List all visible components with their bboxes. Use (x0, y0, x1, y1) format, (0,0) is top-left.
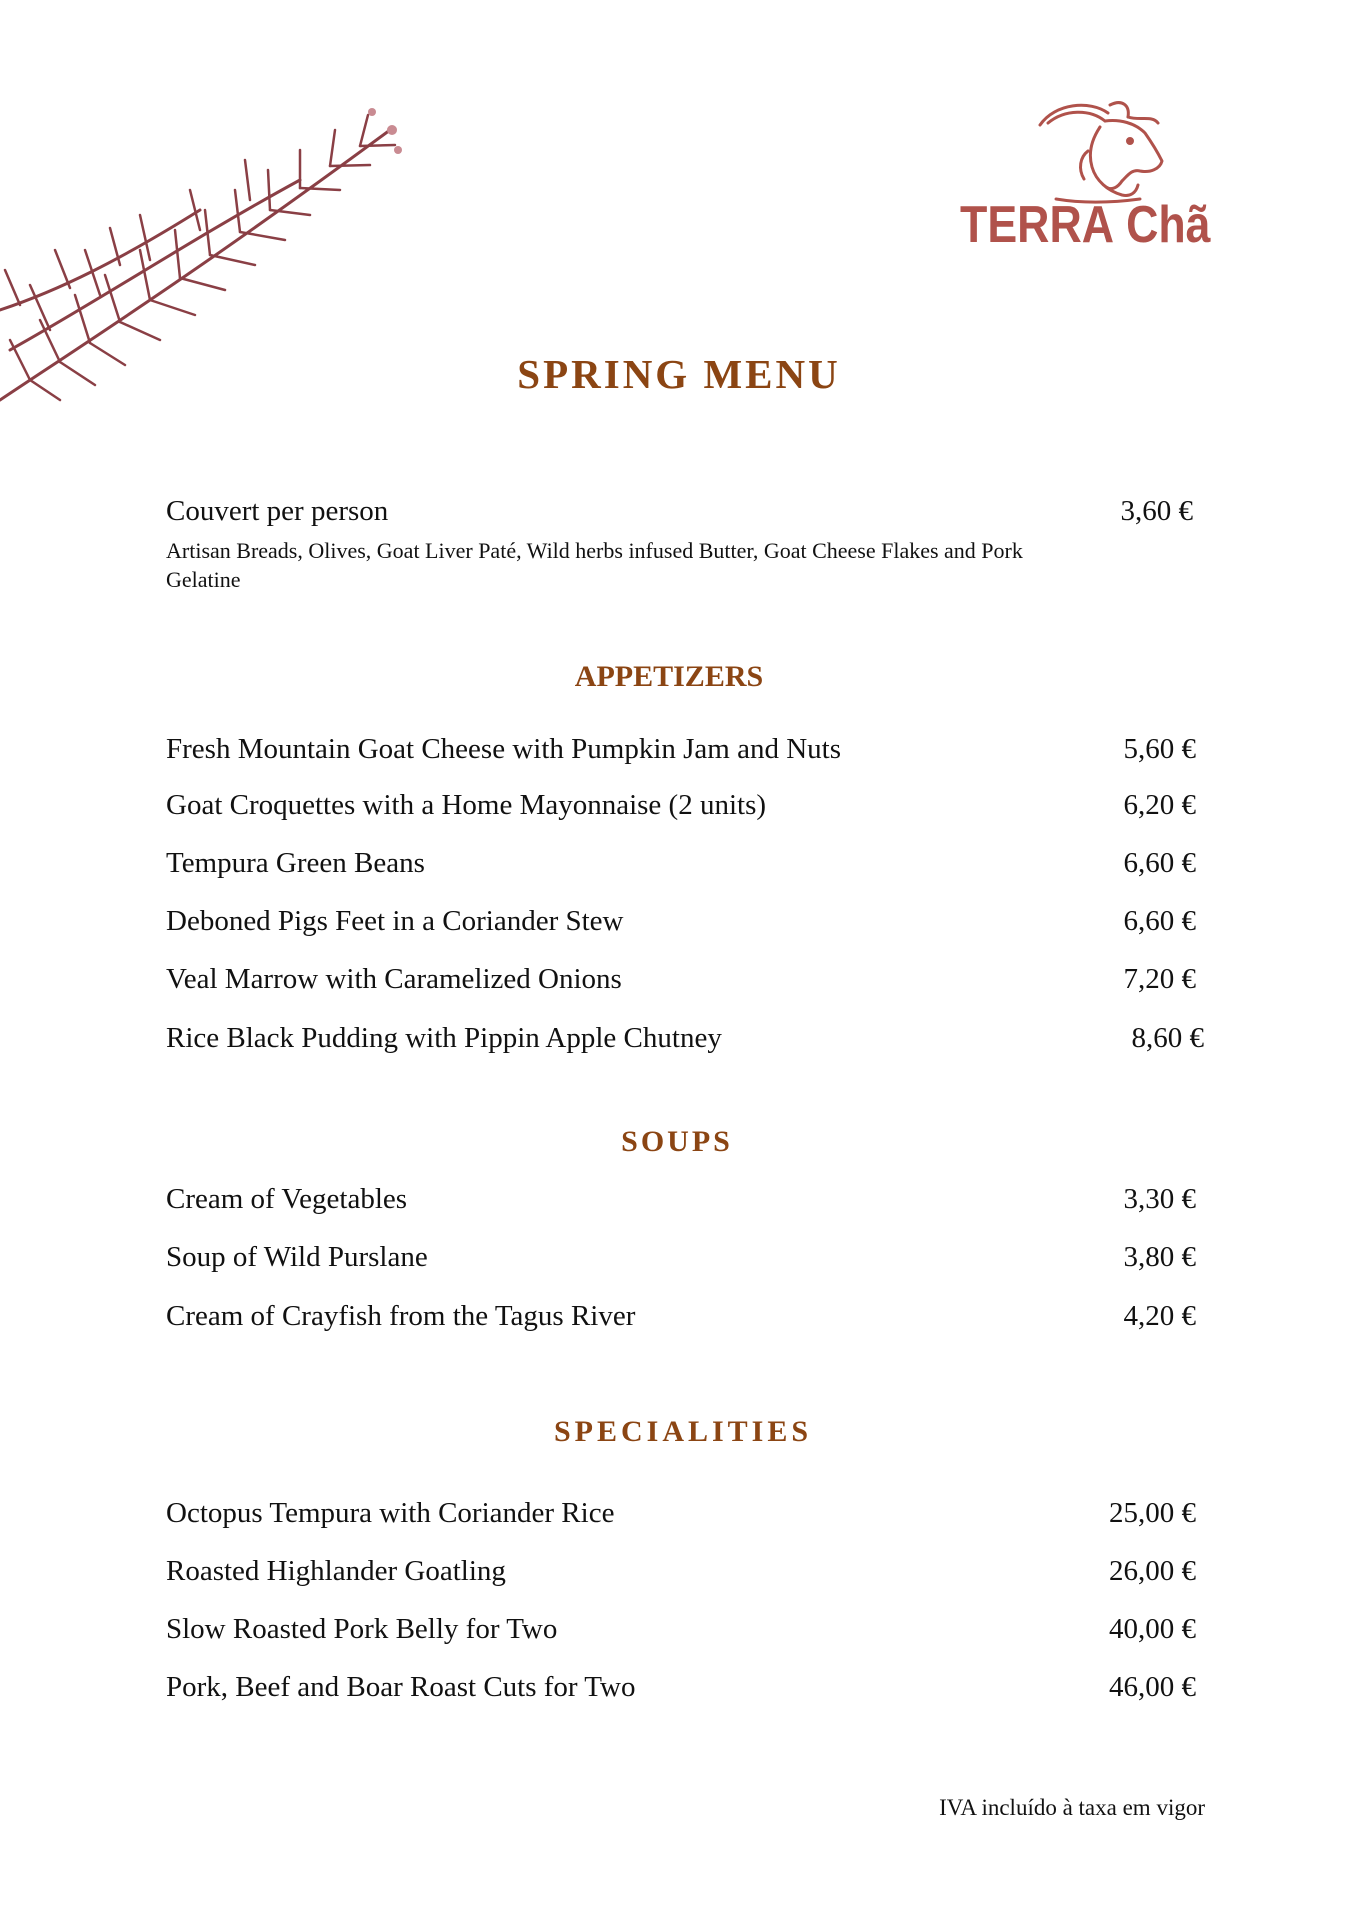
item-price: 40,00 € (1109, 1613, 1196, 1645)
item-price: 4,20 € (1123, 1300, 1196, 1332)
item-name: Octopus Tempura with Coriander Rice (166, 1497, 615, 1529)
item-price: 46,00 € (1109, 1671, 1196, 1703)
item-name: Tempura Green Beans (166, 847, 425, 879)
item-name: Rice Black Pudding with Pippin Apple Chutney (166, 1022, 722, 1054)
menu-item (166, 847, 1206, 887)
menu-item (166, 1022, 1206, 1062)
section-title-appetizers: APPETIZERS (574, 660, 764, 693)
menu-item (166, 905, 1206, 945)
menu-item (166, 963, 1206, 1003)
item-price: 3,30 € (1123, 1183, 1196, 1215)
menu-item (166, 1183, 1206, 1223)
item-name: Deboned Pigs Feet in a Coriander Stew (166, 905, 624, 937)
item-name: Roasted Highlander Goatling (166, 1555, 506, 1587)
menu-item (166, 1555, 1206, 1595)
item-price: 25,00 € (1109, 1497, 1196, 1529)
brand-wordmark (960, 195, 1218, 255)
menu-item (166, 1613, 1206, 1653)
menu-title: SPRING MENU (517, 351, 841, 397)
couvert-description: Artisan Breads, Olives, Goat Liver Paté, Wild herbs infused Butter, Goat Cheese Flakes and Pork Gelatine (166, 538, 1023, 592)
tax-note: IVA incluído à taxa em vigor (939, 1795, 1205, 1820)
item-name: Soup of Wild Purslane (166, 1241, 428, 1273)
item-price: 8,60 € (1131, 1022, 1204, 1054)
section-title-soups: SOUPS (621, 1125, 733, 1158)
item-price: 6,20 € (1123, 789, 1196, 821)
item-price: 26,00 € (1109, 1555, 1196, 1587)
item-name: Goat Croquettes with a Home Mayonnaise (2 units) (166, 789, 767, 821)
item-name: Slow Roasted Pork Belly for Two (166, 1613, 558, 1645)
terra-cha-logo (960, 95, 1260, 260)
couvert-row (166, 495, 1206, 535)
item-price: 6,60 € (1123, 905, 1196, 937)
brand-name-terra: TERRA (960, 196, 1115, 254)
menu-item (166, 1300, 1206, 1340)
brand-name-cha: Chã (1126, 196, 1211, 254)
menu-item (166, 1241, 1206, 1281)
item-price: 3,80 € (1123, 1241, 1196, 1273)
couvert-price: 3,60 € (1120, 495, 1193, 527)
item-price: 5,60 € (1123, 733, 1196, 765)
item-name: Cream of Crayfish from the Tagus River (166, 1300, 636, 1332)
menu-item (166, 733, 1206, 773)
couvert-name: Couvert per person (166, 495, 389, 527)
goat-icon (960, 95, 1260, 205)
item-name: Pork, Beef and Boar Roast Cuts for Two (166, 1671, 636, 1703)
section-title-specialities: SPECIALITIES (553, 1415, 813, 1448)
item-price: 7,20 € (1123, 963, 1196, 995)
menu-item (166, 789, 1206, 829)
item-name: Cream of Vegetables (166, 1183, 408, 1215)
item-price: 6,60 € (1123, 847, 1196, 879)
menu-item (166, 1497, 1206, 1537)
item-name: Veal Marrow with Caramelized Onions (166, 963, 622, 995)
item-name: Fresh Mountain Goat Cheese with Pumpkin Jam and Nuts (166, 733, 842, 765)
menu-item (166, 1671, 1206, 1711)
